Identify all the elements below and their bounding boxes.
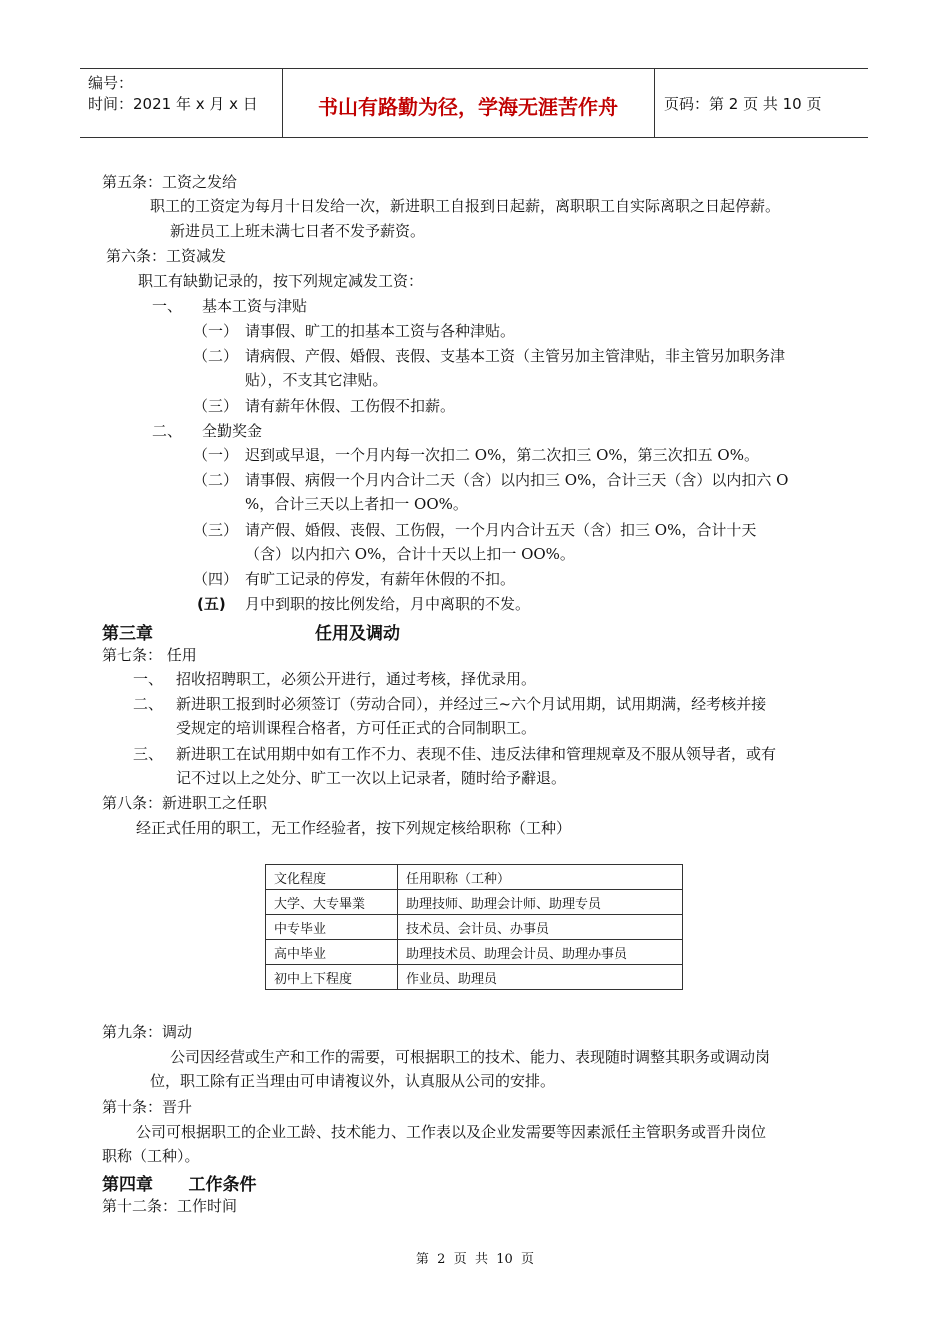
- item-number: 二、: [133, 695, 164, 713]
- table-cell: 助理技术员、助理会计员、助理办事员: [398, 940, 683, 965]
- article-9-title: 第九条：调动: [102, 1023, 193, 1041]
- table-cell: 中专毕业: [266, 915, 398, 940]
- chapter-3-title: 任用及调动: [315, 624, 400, 644]
- section-number: 一、: [152, 297, 183, 315]
- page-header: [80, 68, 868, 138]
- item-text: 受规定的培训课程合格者，方可任正式的合同制职工。: [176, 719, 537, 737]
- item-text: 请事假、病假一个月内合计二天（含）以内扣三 O%，合计三天（含）以内扣六 O: [245, 471, 789, 489]
- doc-number-label: 编号：: [88, 74, 134, 92]
- article-8-intro: 经正式任用的职工，无工作经验者，按下列规定核给职称（工种）: [136, 819, 572, 837]
- item-text: 记不过以上之处分、旷工一次以上记录者，随时给予辭退。: [176, 769, 567, 787]
- article-5-paragraph: 职工的工资定为每月十日发给一次，新进职工自报到日起薪，离职职工自实际离职之日起停薪。: [150, 197, 781, 215]
- item-number: （二）: [193, 471, 239, 489]
- table-row: [266, 890, 683, 915]
- article-10-title: 第十条：晋升: [102, 1098, 193, 1116]
- article-9-paragraph: 公司因经营或生产和工作的需要，可根据职工的技术、能力、表现随时调整其职务或调动岗: [170, 1048, 771, 1066]
- item-number: （三）: [193, 521, 239, 539]
- article-9-paragraph: 位，职工除有正当理由可申请複议外，认真服从公司的安排。: [150, 1072, 556, 1090]
- item-text: （含）以内扣六 O%，合计十天以上扣一 OO%。: [245, 545, 575, 563]
- article-12-title: 第十二条：工作时间: [102, 1197, 238, 1215]
- table-header-cell: 文化程度: [266, 865, 398, 890]
- item-text: 请有薪年休假、工伤假不扣薪。: [245, 397, 456, 415]
- article-7-title: 第七条： 任用: [102, 646, 197, 664]
- header-page-label: 页码：第 2 页 共 10 页: [664, 95, 822, 113]
- item-number: 三、: [133, 745, 164, 763]
- item-number: （三）: [193, 397, 239, 415]
- doc-time-label: 时间：2021 年 x 月 x 日: [88, 95, 258, 113]
- item-text: 请产假、婚假、丧假、工伤假，一个月内合计五天（含）扣三 O%，合计十天: [245, 521, 757, 539]
- item-text: 贴），不支其它津贴。: [245, 371, 388, 389]
- item-number: (五): [197, 595, 226, 613]
- item-text: %，合计三天以上者扣一 OO%。: [245, 495, 468, 513]
- header-meta: [88, 73, 258, 115]
- table-row: [266, 965, 683, 990]
- table-header-cell: 任用职称（工种）: [398, 865, 683, 890]
- article-6-intro: 职工有缺勤记录的，按下列规定减发工资：: [138, 272, 424, 290]
- table-cell: 大学、大专畢業: [266, 890, 398, 915]
- item-text: 招收招聘职工，必须公开进行，通过考核，择优录用。: [176, 670, 537, 688]
- table-cell: 技术员、会计员、办事员: [398, 915, 683, 940]
- chapter-3-label: 第三章: [102, 624, 153, 644]
- article-5-title: 第五条：工资之发给: [102, 173, 238, 191]
- table-cell: 助理技师、助理会计师、助理专员: [398, 890, 683, 915]
- item-text: 迟到或早退，一个月内每一次扣二 O%，第二次扣三 O%，第三次扣五 O%。: [245, 446, 759, 464]
- table-cell: 初中上下程度: [266, 965, 398, 990]
- chapter-4-heading: 第四章 工作条件: [102, 1175, 257, 1195]
- item-text: 新进职工在试用期中如有工作不力、表现不佳、违反法律和管理规章及不服从领导者，或有: [176, 745, 777, 763]
- article-10-paragraph: 公司可根据职工的企业工龄、技术能力、工作表以及企业发需要等因素派任主管职务或晋升岗位: [136, 1123, 767, 1141]
- section-title: 基本工资与津贴: [202, 297, 308, 315]
- item-text: 有旷工记录的停发，有薪年休假的不扣。: [245, 570, 516, 588]
- section-title: 全勤奖金: [202, 422, 263, 440]
- item-text: 请病假、产假、婚假、丧假、支基本工资（主管另加主管津贴，非主管另加职务津: [245, 347, 786, 365]
- header-motto: 书山有路勤为径，学海无涯苦作舟: [318, 95, 618, 119]
- article-8-title: 第八条：新进职工之任职: [102, 794, 268, 812]
- item-text: 月中到职的按比例发给，月中离职的不发。: [245, 595, 531, 613]
- article-6-title: 第六条：工资减发: [106, 247, 227, 265]
- table-header-row: [266, 865, 683, 890]
- item-number: （一）: [193, 446, 239, 464]
- item-number: （一）: [193, 322, 239, 340]
- table-cell: 作业员、助理员: [398, 965, 683, 990]
- item-number: 一、: [133, 670, 164, 688]
- page-footer: 第 2 页 共 10 页: [415, 1252, 535, 1267]
- table-row: [266, 915, 683, 940]
- header-divider: [654, 69, 655, 137]
- article-5-paragraph: 新进员工上班未满七日者不发予薪资。: [170, 222, 426, 240]
- article-10-paragraph: 职称（工种）。: [102, 1147, 200, 1165]
- table-row: [266, 940, 683, 965]
- item-number: （二）: [193, 347, 239, 365]
- table-cell: 高中毕业: [266, 940, 398, 965]
- section-number: 二、: [152, 422, 183, 440]
- item-text: 请事假、旷工的扣基本工资与各种津贴。: [245, 322, 516, 340]
- item-text: 新进职工报到时必须签订（劳动合同），并经过三~六个月试用期，试用期满，经考核并接: [176, 695, 767, 713]
- item-number: （四）: [193, 570, 239, 588]
- title-assignment-table: [265, 864, 683, 990]
